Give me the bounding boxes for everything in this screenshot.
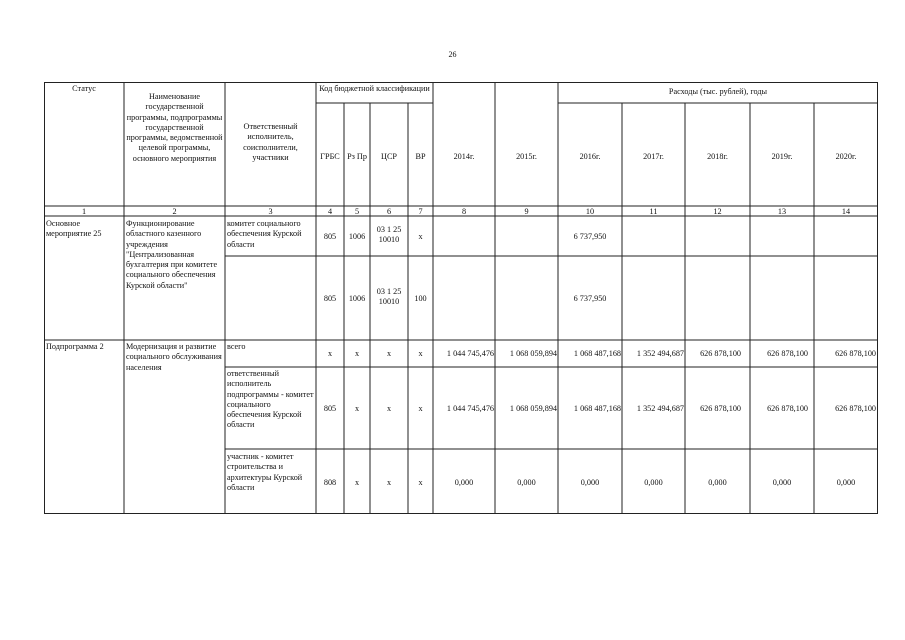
table-cell-2017: 0,000 <box>644 478 663 487</box>
block1-name: Функционирование областного казенного учреждения "Централизованная бухгалтерия при комитете социального обеспечения Курской области" <box>126 219 218 290</box>
column-number: 2 <box>172 207 177 216</box>
table-cell-2018: 626 878,100 <box>700 404 741 413</box>
table-cell-grbs: 805 <box>323 294 337 303</box>
table-cell-2016: 1 068 487,168 <box>573 404 621 413</box>
column-number: 13 <box>777 207 787 216</box>
table-cell-2019: 626 878,100 <box>767 404 808 413</box>
table-cell-2016: 1 068 487,168 <box>573 349 621 358</box>
column-number: 6 <box>386 207 392 216</box>
table-cell-2015: 0,000 <box>517 478 536 487</box>
header-csr: ЦСР <box>381 152 397 161</box>
table-cell-2014 <box>433 232 495 243</box>
table-cell-vr: x <box>418 349 423 358</box>
header-rzpr: Рз Пр <box>347 152 367 161</box>
table-cell-vr: x <box>418 478 423 487</box>
column-number: 1 <box>81 207 87 216</box>
table-cell-grbs: 805 <box>323 232 337 241</box>
table-cell-vr: x <box>418 232 423 241</box>
table-cell-rzpr: x <box>354 349 360 358</box>
table-cell-2020: 626 878,100 <box>835 404 876 413</box>
header-status: Статус <box>72 84 96 93</box>
table-row-executor <box>227 258 315 278</box>
header-year-2019: 2019г. <box>771 152 793 161</box>
header-year-2017: 2017г. <box>643 152 664 161</box>
header-vr: ВР <box>415 152 426 161</box>
table-cell-rzpr: 1006 <box>348 232 366 241</box>
table-cell-2016: 6 737,950 <box>573 232 607 241</box>
table-row-executor: ответственный исполнитель подпрограммы - комитет социального обеспечения Курской области <box>227 369 314 430</box>
header-year-2016: 2016г. <box>579 152 601 161</box>
table-cell-csr: 03 1 25 10010 <box>376 287 402 307</box>
table-cell-2015 <box>495 232 558 243</box>
table-cell-2020 <box>814 232 878 243</box>
column-number: 9 <box>524 207 529 216</box>
column-number: 10 <box>585 207 595 216</box>
header-year-2020: 2020г. <box>835 152 857 161</box>
table-cell-2014: 0,000 <box>454 478 474 487</box>
table-cell-2016: 0,000 <box>580 478 600 487</box>
table-cell-rzpr: x <box>354 404 360 413</box>
column-number: 5 <box>354 207 360 216</box>
header-year-2014: 2014г. <box>453 152 475 161</box>
table-cell-2015: 1 068 059,894 <box>509 404 557 413</box>
table-cell-2017: 1 352 494,687 <box>636 404 684 413</box>
table-row-executor: участник - комитет строительства и архитектуры Курской области <box>227 452 303 492</box>
table-cell-2017 <box>622 294 685 305</box>
table-cell-2014: 1 044 745,476 <box>446 404 494 413</box>
table-cell-2015: 1 068 059,894 <box>509 349 557 358</box>
block1-status: Основное мероприятие 25 <box>46 219 102 239</box>
table-cell-grbs: x <box>327 349 333 358</box>
column-number: 3 <box>268 207 273 216</box>
table-cell-rzpr: x <box>354 478 360 487</box>
table-cell-vr: 100 <box>414 294 427 303</box>
column-number: 14 <box>841 207 851 216</box>
table-cell-2018 <box>685 232 750 243</box>
header-year-2015: 2015г. <box>516 152 537 161</box>
table-cell-2020: 626 878,100 <box>835 349 876 358</box>
table-cell-2019 <box>750 294 814 305</box>
table-cell-vr: x <box>418 404 423 413</box>
column-number: 4 <box>327 207 333 216</box>
column-number: 12 <box>713 207 722 216</box>
table-cell-2019: 626 878,100 <box>767 349 808 358</box>
header-year-2018: 2018г. <box>707 152 728 161</box>
header-expenses: Расходы (тыс. рублей), годы <box>668 87 768 96</box>
table-row-executor: комитет социального обеспечения Курской области <box>227 219 302 249</box>
budget-table <box>44 82 878 514</box>
table-cell-2016: 6 737,950 <box>573 294 607 303</box>
block2-status: Подпрограмма 2 <box>46 342 104 351</box>
table-cell-2014 <box>433 294 495 305</box>
table-cell-2018: 0,000 <box>708 478 727 487</box>
table-cell-2017: 1 352 494,687 <box>636 349 684 358</box>
table-cell-2019: 0,000 <box>772 478 792 487</box>
table-cell-csr: x <box>386 404 392 413</box>
column-number: 11 <box>649 207 658 216</box>
block2-name: Модернизация и развитие социального обслуживания населения <box>126 342 222 372</box>
table-cell-2019 <box>750 232 814 243</box>
table-cell-2020: 0,000 <box>836 478 856 487</box>
table-cell-rzpr: 1006 <box>348 294 366 303</box>
table-cell-2018 <box>685 294 750 305</box>
header-executor: Ответственный исполнитель, соисполнители, участники <box>243 122 298 162</box>
header-grbs: ГРБС <box>320 152 340 161</box>
page-number: 26 <box>448 50 457 59</box>
table-cell-2015 <box>495 294 558 305</box>
table-cell-grbs: 805 <box>323 404 337 413</box>
table-cell-grbs: 808 <box>323 478 337 487</box>
column-number: 8 <box>461 207 467 216</box>
header-name: Наименование государственной программы, подпрограммы государственной программы, ведомственной целевой программы, основного мероприятия <box>126 92 223 163</box>
table-cell-2018: 626 878,100 <box>700 349 741 358</box>
table-cell-csr: x <box>386 478 392 487</box>
table-cell-2014: 1 044 745,476 <box>446 349 494 358</box>
header-budget-code: Код бюджетной классификации <box>319 84 430 93</box>
column-number: 7 <box>418 207 423 216</box>
table-cell-2017 <box>622 232 685 243</box>
table-cell-2020 <box>814 294 878 305</box>
table-row-executor: всего <box>227 342 246 351</box>
table-cell-csr: 03 1 25 10010 <box>376 225 402 245</box>
table-cell-csr: x <box>386 349 392 358</box>
